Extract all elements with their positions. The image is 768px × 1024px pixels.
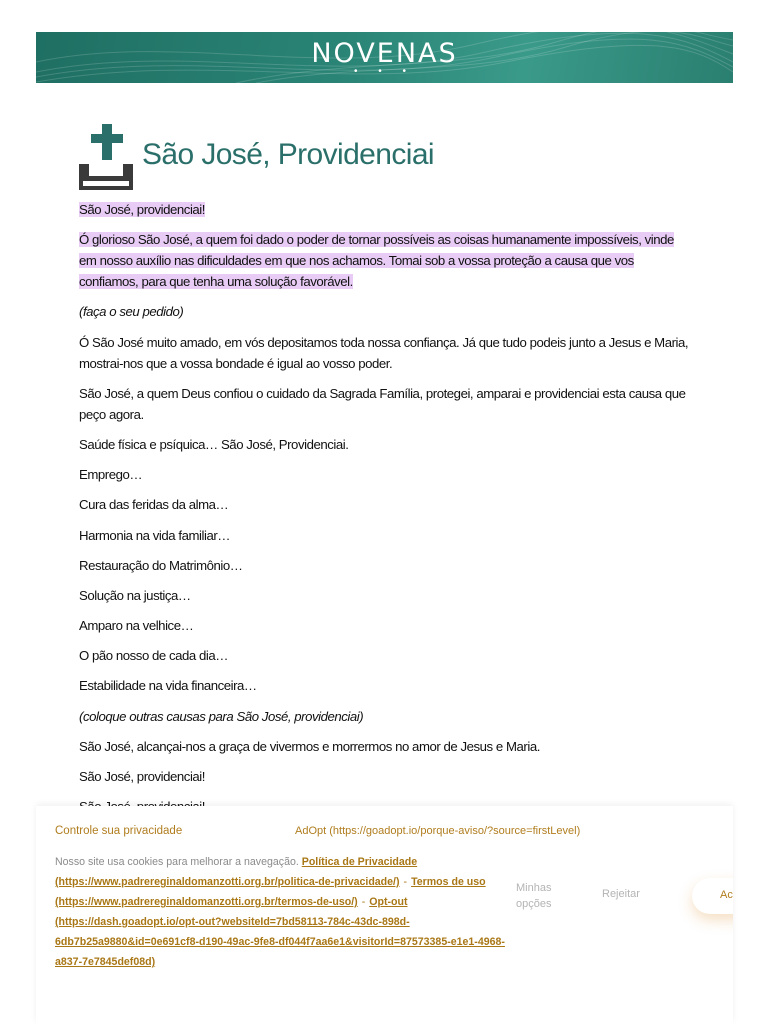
prayer-paragraph: Ó São José muito amado, em vós depositamos toda nossa confiança. Já que tudo podeis junto a Jesus e Maria, mostrai-nos que a vossa bondade é igual ao vosso poder. [79,334,689,371]
cookie-consent-banner [36,806,733,1024]
prayer-paragraph: São José, a quem Deus confiou o cuidado da Sagrada Família, protegei, amparai e providenciai esta causa que peço agora. [79,385,686,422]
prayer-cause: Cura das feridas da alma… [79,497,229,513]
page-title: São José, Providenciai [142,138,434,171]
prayer-paragraph: São José, alcançai-nos a graça de vivermos e morrermos no amor de Jesus e Maria. [79,738,540,754]
page-heading [79,124,679,192]
highlighted-text: São José, providenciai! [79,202,206,217]
prayer-instruction: (faça o seu pedido) [79,304,184,320]
my-options-button[interactable]: Minhas opções [516,882,552,910]
accept-button[interactable]: Ac [692,878,733,914]
cookie-title: Controle sua privacidade [55,825,183,837]
banner-title: NOVENAS [311,38,458,69]
separator: - [361,896,366,908]
prayer-text [79,199,689,826]
novenas-banner [36,32,733,83]
terms-link[interactable]: Termos de uso (https://www.padrereginaldomanzotti.org.br/termos-de-uso/) [55,876,486,908]
banner-dots: • • • [353,66,416,77]
prayer-paragraph [79,229,689,292]
opt-out-link[interactable]: Opt-out (https://dash.goadopt.io/opt-out?websiteId=7bd58113-784c-43dc-898d-6db7b25a9880&id=0e691cf8-d190-49ac-9fe8-df044f7aa6e1&visitorId=87573385-e1e1-4968-a837-7e7845def08d) [55,896,505,968]
cookie-text: Nosso site usa cookies para melhorar a navegação. [55,856,299,868]
prayer-paragraph [79,199,689,220]
adopt-link[interactable]: AdOpt (https://goadopt.io/porque-aviso/?source=firstLevel) [295,825,581,837]
prayer-cause: Solução na justiça… [79,587,191,603]
cookie-description [55,852,515,972]
prayer-instruction: (coloque outras causas para São José, providenciai) [79,708,364,724]
prayer-paragraph: São José, providenciai! [79,769,206,784]
prayer-cause: Saúde física e psíquica… São José, Providenciai. [79,436,349,452]
prayer-cause: O pão nosso de cada dia… [79,648,229,664]
prayer-cause: Estabilidade na vida financeira… [79,678,257,694]
prayer-cause: Amparo na velhice… [79,618,194,634]
reject-button[interactable]: Rejeitar [602,888,640,900]
cross-on-book-icon [79,124,135,192]
prayer-cause: Harmonia na vida familiar… [79,527,231,543]
highlighted-text: Ó glorioso São José, a quem foi dado o poder de tornar possíveis as coisas humanamente impossíveis, vinde em nosso auxílio nas dificuldades em que nos achamos. Tomai sob a vossa proteção a causa que vos confiamos, para que tenha uma solução favorável. [79,232,674,290]
privacy-policy-link[interactable]: Política de Privacidade (https://www.padrereginaldomanzotti.org.br/politica-de-privacidade/) [55,856,418,888]
separator: - [403,876,408,888]
prayer-cause: Restauração do Matrimônio… [79,557,243,573]
prayer-cause: Emprego… [79,467,143,483]
